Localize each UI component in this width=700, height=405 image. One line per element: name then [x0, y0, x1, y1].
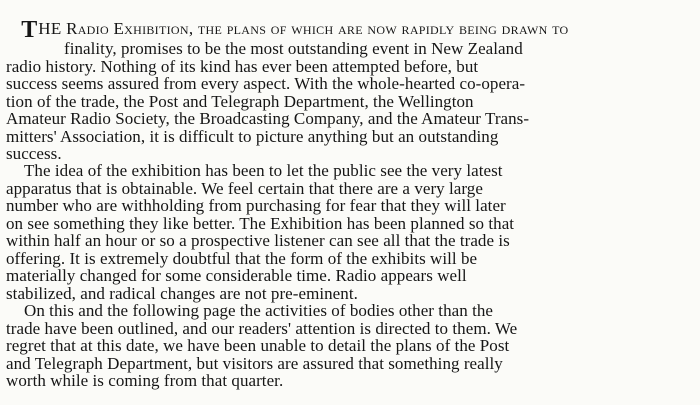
para2-line-2: apparatus that is obtainable. We feel certain that there are a very large [6, 179, 483, 198]
para3-line-3: regret that at this date, we have been unable to detail the plans of the Post [6, 336, 510, 355]
para3-line-4: and Telegraph Department, but visitors are assured that something really [6, 354, 503, 373]
drop-cap: T [21, 16, 38, 43]
para2-line-5: within half an hour or so a prospective listener can see all that the trade is [6, 231, 510, 250]
para2-line-1: The idea of the exhibition has been to let the public see the very latest [24, 161, 503, 180]
para3-line-5: worth while is coming from that quarter. [6, 371, 284, 390]
para1-line-5: tion of the trade, the Post and Telegraph Department, the Wellington [6, 92, 474, 111]
para1-line-8: success. [6, 144, 62, 163]
para3-line-2: trade have been outlined, and our readers' attention is directed to them. We [6, 319, 518, 338]
para1-line-3: radio history. Nothing of its kind has ever been attempted before, but [6, 57, 479, 76]
para1-line-7: mitters' Association, it is difficult to picture anything but an outstanding [6, 127, 499, 146]
para2-line-6: offering. It is extremely doubtful that the form of the exhibits will be [6, 249, 478, 268]
para3-line-1: On this and the following page the activities of bodies other than the [24, 301, 493, 320]
para2-line-7: materially changed for some considerable time. Radio appears well [6, 266, 467, 285]
para2-line-8: stabilized, and radical changes are not pre-eminent. [6, 284, 358, 303]
para2-line-4: on see something they like better. The Exhibition has been planned so that [6, 214, 515, 233]
para1-line-1-text: HE Radio Exhibition, the plans of which are now rapidly being drawn to [38, 18, 569, 38]
para1-line-2: finality, promises to be the most outstanding event in New Zealand [64, 39, 523, 58]
para2-line-3: number who are withholding from purchasing for fear that they will later [6, 196, 506, 215]
para1-line-4: success seems assured from every aspect. With the whole-hearted co-opera- [6, 74, 526, 93]
para1-line-6: Amateur Radio Society, the Broadcasting Company, and the Amateur Trans- [6, 109, 530, 128]
